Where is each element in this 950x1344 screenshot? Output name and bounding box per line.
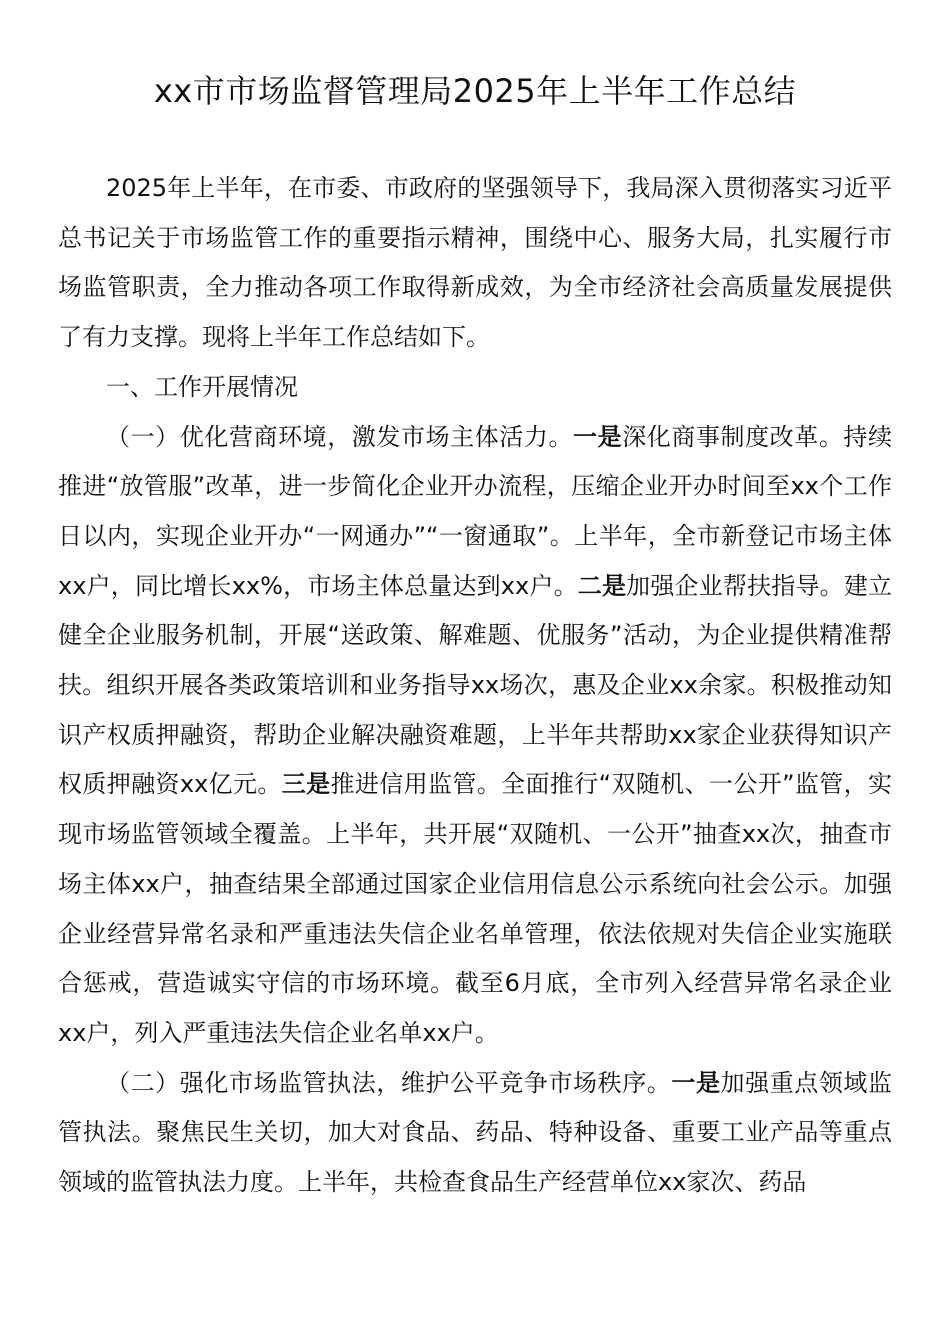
section-heading: 一、工作开展情况 — [106, 372, 298, 401]
document-title: xx市市场监督管理局2025年上半年工作总结 — [153, 72, 797, 110]
part-1-item-1-text: 深化商事制度改革。持续推进“放管服”改革，进一步简化企业开办流程，压缩企业开办时间至xx个工作日以内，实现企业开办“一网通办”“一窗通取”。上半年，全市新登记市场主体xx户，同比增长xx%，市场主体总量达到xx户。 — [58, 422, 893, 600]
part-1-item-3-label: 三是 — [281, 770, 331, 799]
paragraph-part-1 — [58, 413, 892, 1059]
part-1-item-1-label: 一是 — [573, 422, 623, 451]
part-1-item-2-label: 二是 — [577, 571, 627, 600]
part-1-lead: （一）优化营商环境，激发市场主体活力。 — [106, 422, 574, 451]
part-2-item-1-label: 一是 — [671, 1068, 721, 1097]
paragraph-part-2 — [58, 1059, 892, 1208]
part-1-item-3-text: 推进信用监管。全面推行“双随机、一公开”监管，实现市场监管领域全覆盖。上半年，共开展“双随机、一公开”抽查xx次，抽查市场主体xx户，抽查结果全部通过国家企业信用信息公示系统向社会公示。加强企业经营异常名录和严重违法失信企业名单管理，依法依规对失信企业实施联合惩戒，营造诚实守信的市场环境。截至6月底，全市列入经营异常名录企业xx户，列入严重违法失信企业名单xx户。 — [58, 770, 893, 1047]
part-1-item-2-text: 加强企业帮扶指导。建立健全企业服务机制，开展“送政策、解难题、优服务”活动，为企业提供精准帮扶。组织开展各类政策培训和业务指导xx场次，惠及企业xx余家。积极推动知识产权质押融资，帮助企业解决融资难题，上半年共帮助xx家企业获得知识产权质押融资xx亿元。 — [58, 571, 893, 799]
part-2-lead: （二）强化市场监管执法，维护公平竞争市场秩序。 — [106, 1068, 672, 1097]
part-2-item-1-text: 加强重点领域监管执法。聚焦民生关切，加大对食品、药品、特种设备、重要工业产品等重点领域的监管执法力度。上半年，共检查食品生产经营单位xx家次、药品 — [58, 1068, 893, 1197]
intro-paragraph: 2025年上半年，在市委、市政府的坚强领导下，我局深入贯彻落实习近平总书记关于市场监管工作的重要指示精神，围绕中心、服务大局，扎实履行市场监管职责，全力推动各项工作取得新成效，为全市经济社会高质量发展提供了有力支撑。现将上半年工作总结如下。 — [58, 174, 892, 352]
document-body — [58, 164, 892, 1208]
